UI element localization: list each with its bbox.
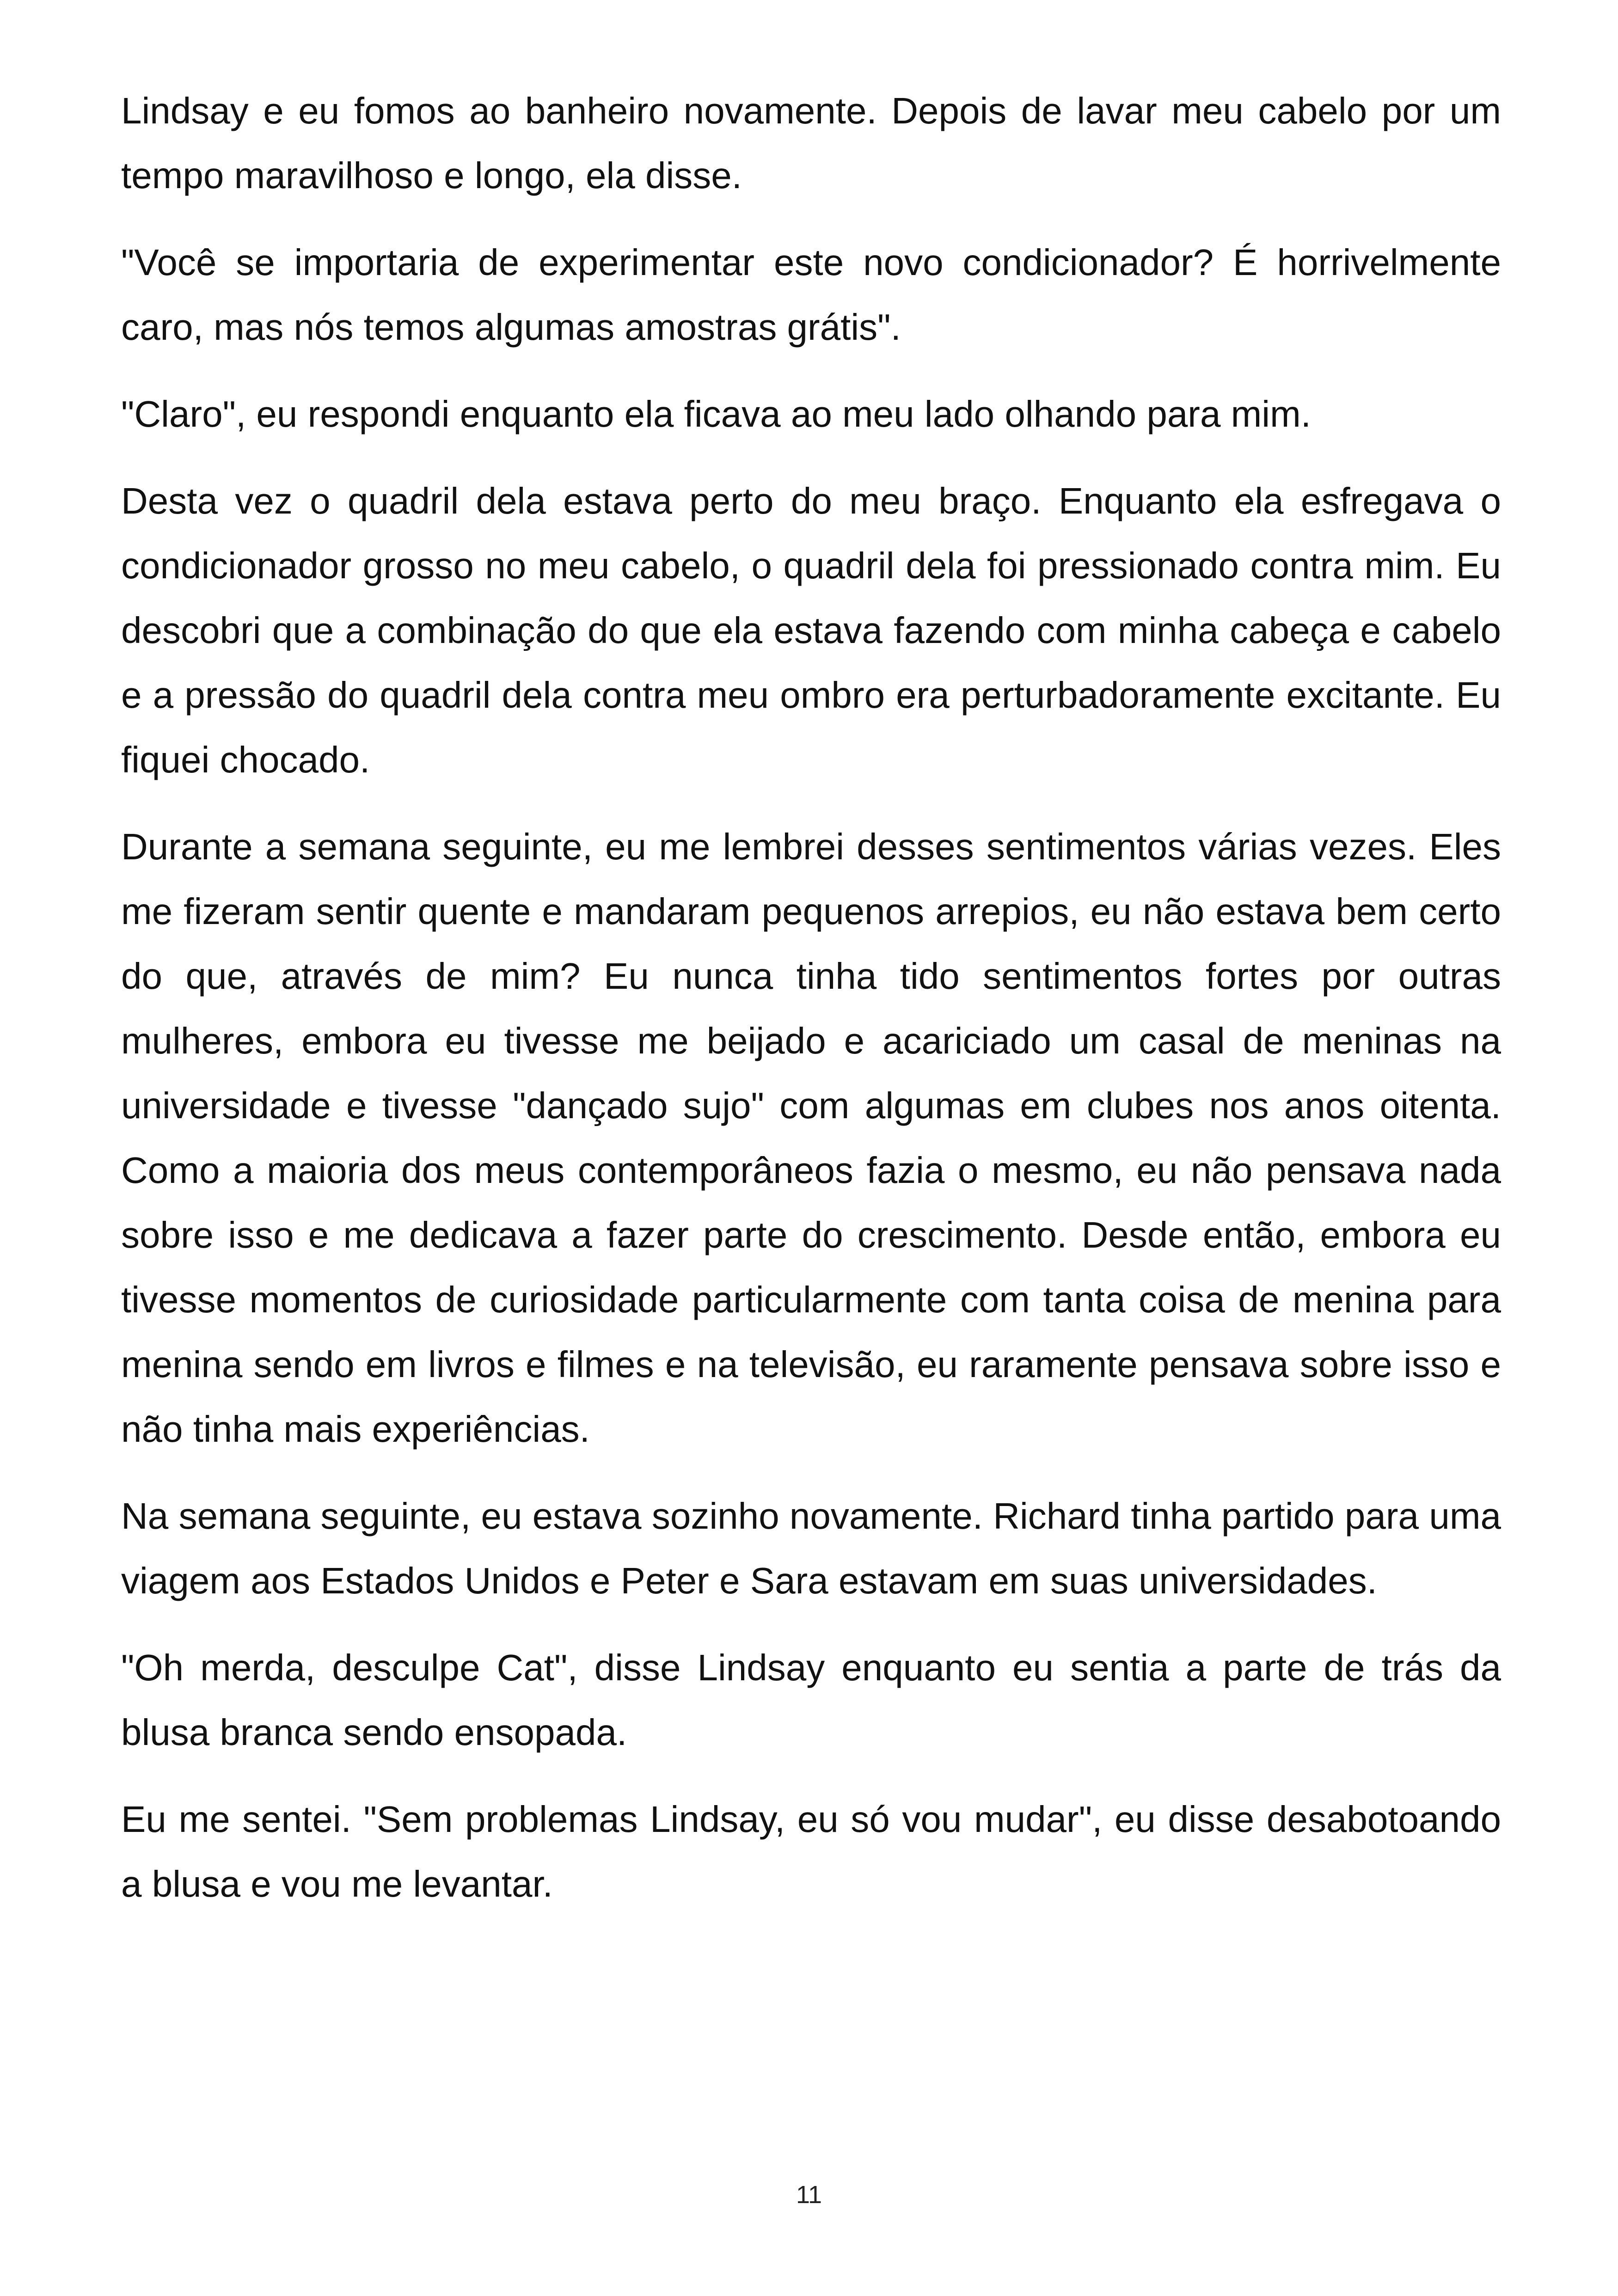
paragraph-5: Durante a semana seguinte, eu me lembrei desses sentimentos várias vezes. Eles me fizeram sentir quente e mandaram pequenos arrepios, eu não estava bem certo do que, através de mim? Eu nunca tinha tido sentimentos fortes por outras mulheres, embora eu tivesse me beijado e acariciado um casal de meninas na universidade e tivesse "dançado sujo" com algumas em clubes nos anos oitenta. Como a maioria dos meus contemporâneos fazia o mesmo, eu não pensava nada sobre isso e me dedicava a fazer parte do crescimento. Desde então, embora eu tivesse momentos de curiosidade particularmente com tanta coisa de menina para menina sendo em livros e filmes e na televisão, eu raramente pensava sobre isso e não tinha mais experiências. (121, 826, 1501, 1450)
paragraph-4: Desta vez o quadril dela estava perto do meu braço. Enquanto ela esfregava o condicionador grosso no meu cabelo, o quadril dela foi pressionado contra mim. Eu descobri que a combinação do que ela estava fazendo com minha cabeça e cabelo e a pressão do quadril dela contra meu ombro era perturbadoramente excitante. Eu fiquei chocado. (121, 480, 1501, 780)
paragraph-6: Na semana seguinte, eu estava sozinho novamente. Richard tinha partido para uma viagem aos Estados Unidos e Peter e Sara estavam em suas universidades. (121, 1495, 1501, 1601)
paragraph-8: Eu me sentei. "Sem problemas Lindsay, eu só vou mudar", eu disse desabotoando a blusa e vou me levantar. (121, 1799, 1501, 1904)
paragraph-1: Lindsay e eu fomos ao banheiro novamente. Depois de lavar meu cabelo por um tempo maravilhoso e longo, ela disse. (121, 90, 1501, 196)
paragraph-2: "Você se importaria de experimentar este novo condicionador? É horrivelmente caro, mas nós temos algumas amostras grátis". (121, 242, 1501, 348)
paragraph-7: "Oh merda, desculpe Cat", disse Lindsay enquanto eu sentia a parte de trás da blusa branca sendo ensopada. (121, 1647, 1501, 1753)
document-body (121, 79, 1501, 1916)
paragraph-3: "Claro", eu respondi enquanto ela ficava ao meu lado olhando para mim. (121, 393, 1311, 435)
page-number: 11 (796, 2181, 822, 2209)
